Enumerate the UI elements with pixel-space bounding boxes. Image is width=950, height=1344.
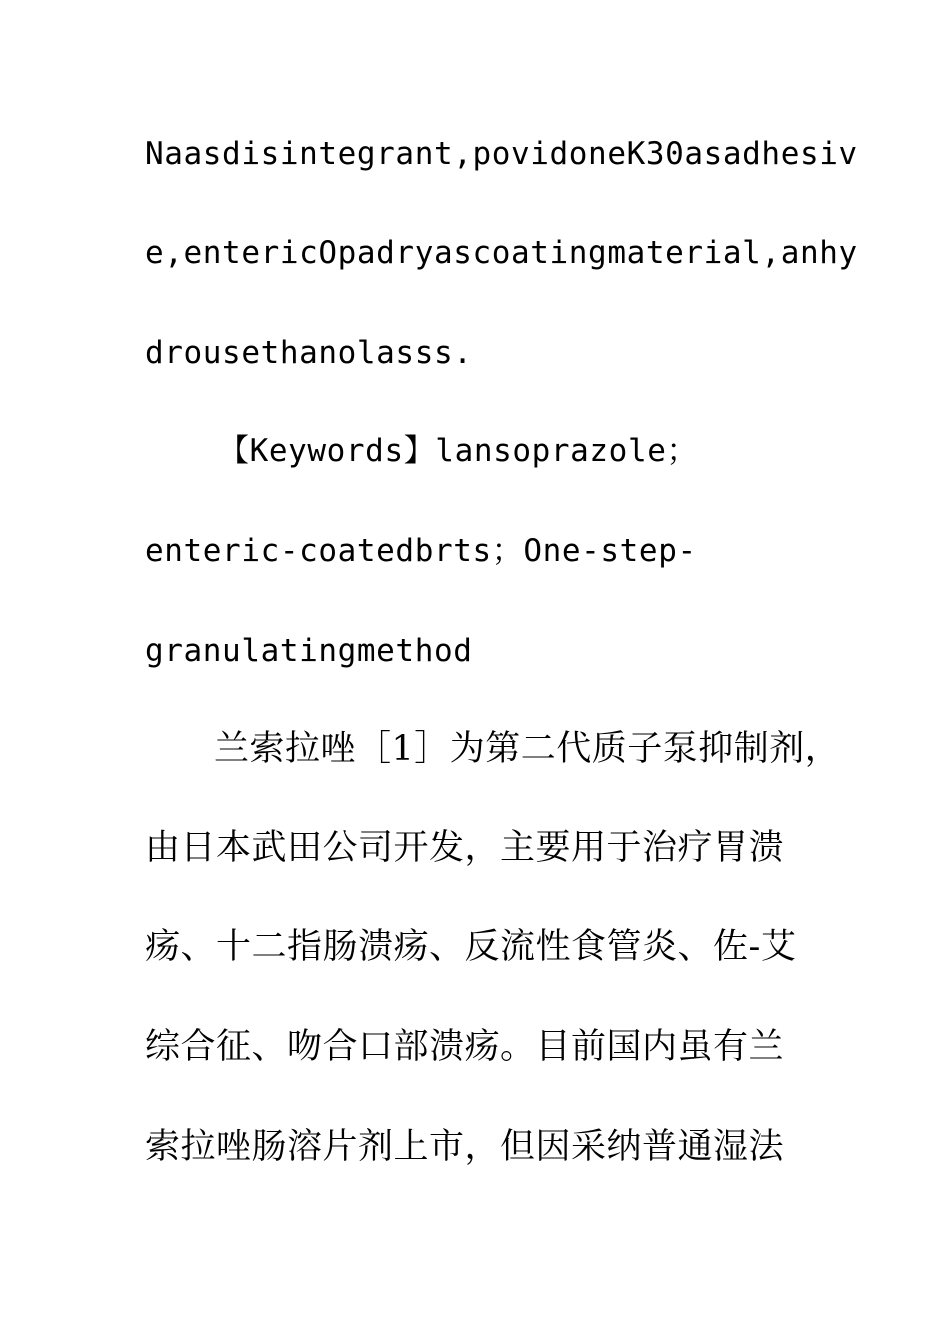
keywords-line: enteric-coatedbrts；One-step- [145, 533, 697, 569]
body-line: 兰索拉唑［1］为第二代质子泵抑制剂， [214, 729, 841, 769]
body-line: 由日本武田公司开发，主要用于治疗胃溃 [145, 828, 785, 868]
keywords-line: granulatingmethod [145, 633, 473, 669]
abstract-line: Naasdisintegrant,povidoneK30asadhesiv [145, 136, 858, 172]
keywords-line: 【Keywords】lansoprazole； [218, 433, 699, 469]
abstract-line: e,entericOpadryascoatingmaterial,anhy [145, 235, 858, 271]
body-line: 综合征、吻合口部溃疡。目前国内虽有兰 [145, 1027, 785, 1067]
body-line: 索拉唑肠溶片剂上市，但因采纳普通湿法 [145, 1127, 785, 1167]
body-line: 疡、十二指肠溃疡、反流性食管炎、佐-艾 [145, 927, 797, 967]
abstract-line: drousethanolasss. [145, 335, 473, 371]
